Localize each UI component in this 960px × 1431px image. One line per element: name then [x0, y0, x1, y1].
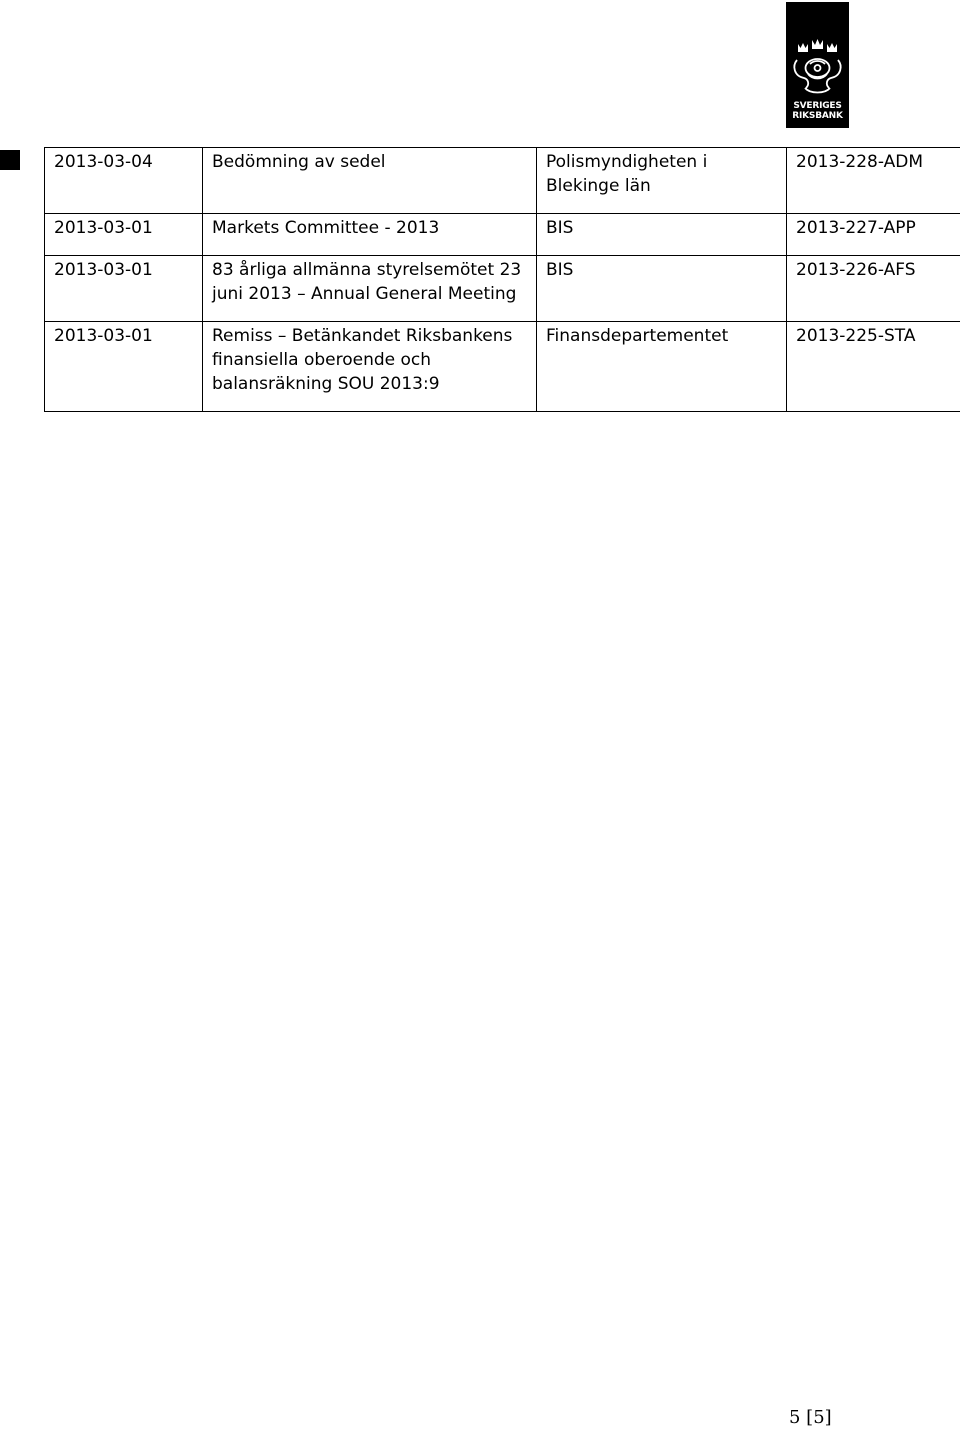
riksbank-crest-icon [786, 2, 849, 100]
date-cell: 2013-03-01 [45, 256, 203, 322]
subject-cell: Remiss – Betänkandet Riksbankens finansiella oberoende och balansräkning SOU 2013:9 [203, 322, 537, 412]
reference-cell: 2013-225-STA [787, 322, 960, 412]
reference-cell: 2013-226-AFS [787, 256, 960, 322]
reference-cell: 2013-228-ADM [787, 148, 960, 214]
page-number: 5 [5] [789, 1407, 832, 1428]
table-row [45, 256, 960, 322]
date-cell: 2013-03-04 [45, 148, 203, 214]
date-cell: 2013-03-01 [45, 322, 203, 412]
reference-cell: 2013-227-APP [787, 214, 960, 256]
riksbank-logo [786, 2, 849, 128]
date-cell: 2013-03-01 [45, 214, 203, 256]
table-row [45, 322, 960, 412]
party-cell: BIS [537, 256, 787, 322]
table-row [45, 148, 960, 214]
subject-cell: Markets Committee - 2013 [203, 214, 537, 256]
party-cell: Finansdepartementet [537, 322, 787, 412]
subject-cell: Bedömning av sedel [203, 148, 537, 214]
logo-text-line2: RIKSBANK [792, 111, 843, 121]
table-row [45, 214, 960, 256]
party-cell: BIS [537, 214, 787, 256]
black-square-icon [0, 150, 20, 170]
party-cell: Polismyndigheten i Blekinge län [537, 148, 787, 214]
subject-cell: 83 årliga allmänna styrelsemötet 23 juni 2013 – Annual General Meeting [203, 256, 537, 322]
logo-text-line1: SVERIGES [793, 101, 842, 111]
register-table [44, 147, 960, 412]
